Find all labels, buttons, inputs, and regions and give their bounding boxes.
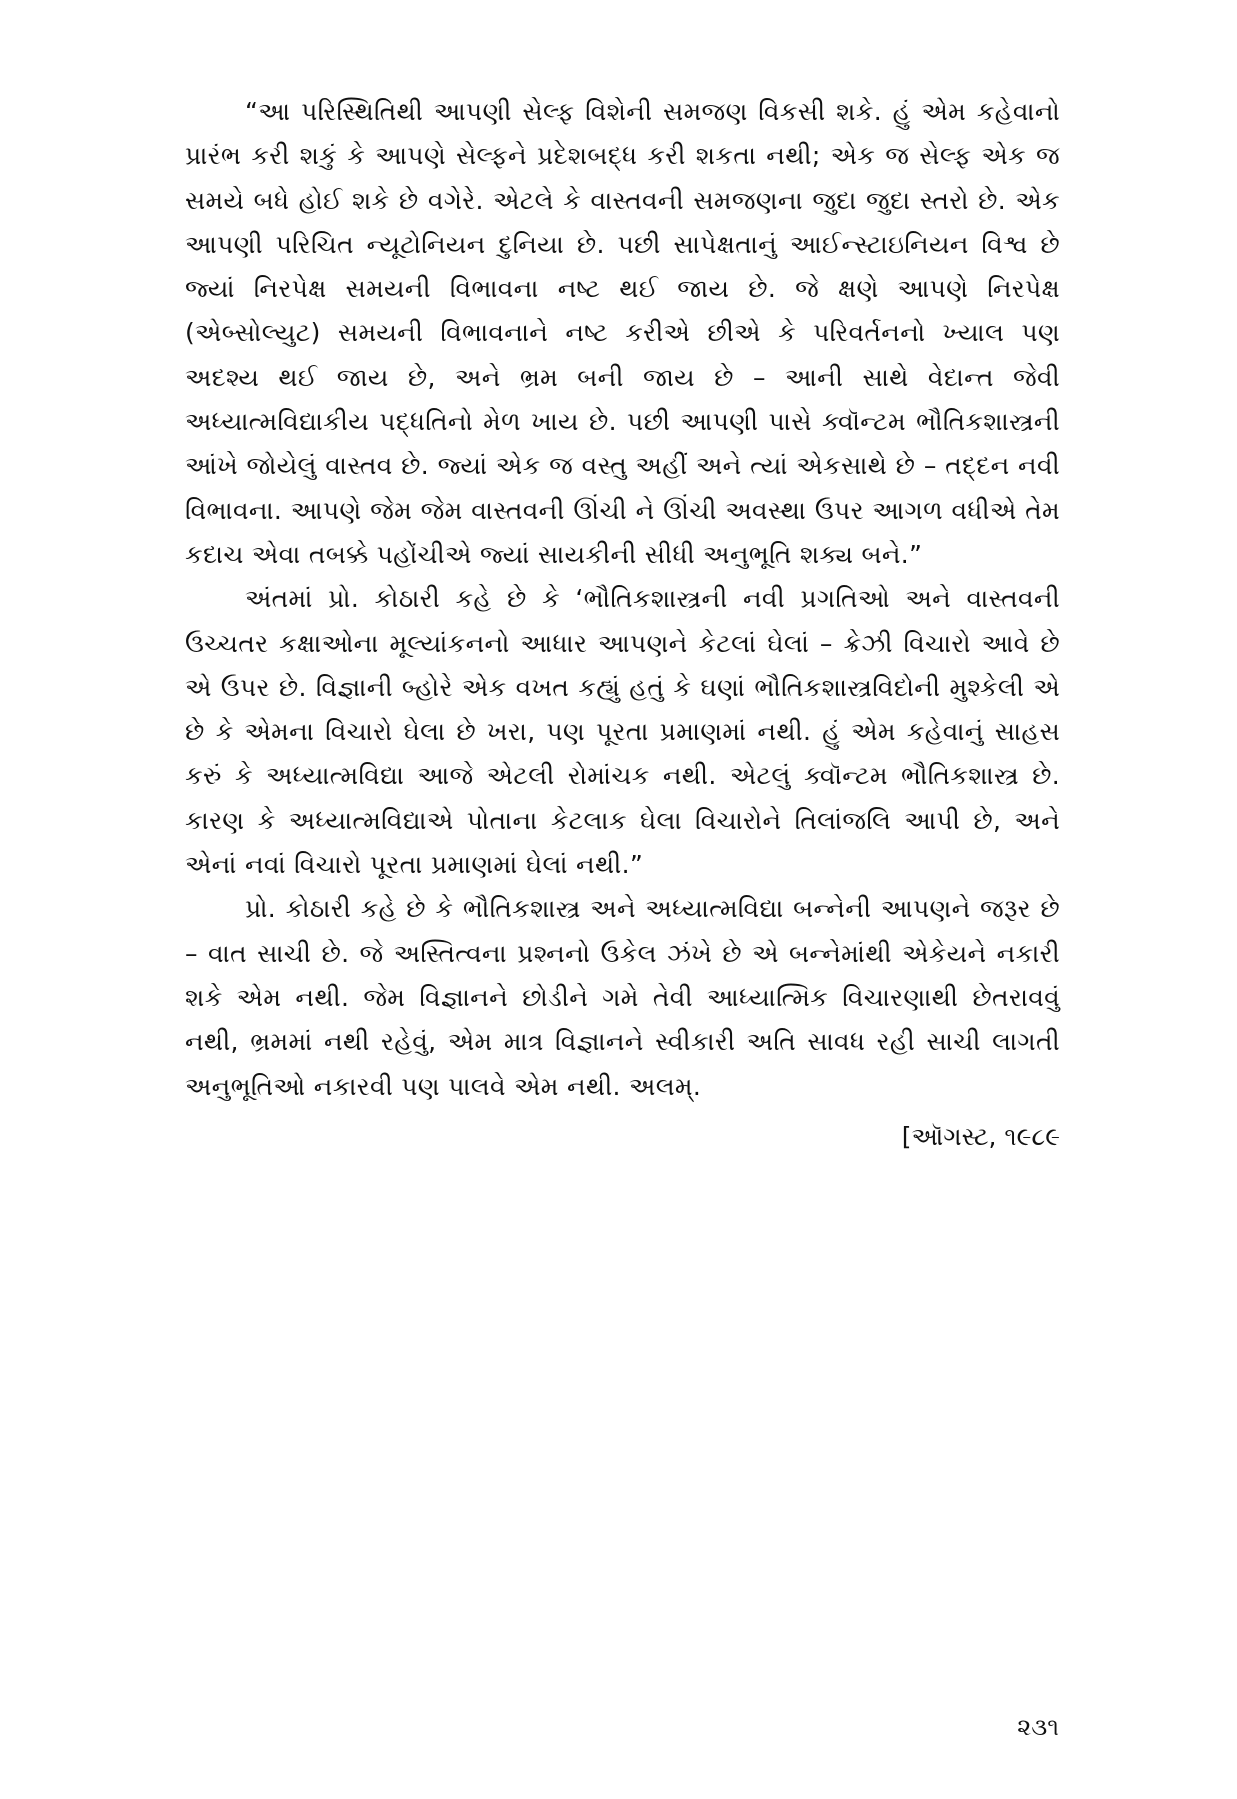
date-line: [ઑગસ્ટ, ૧૯૮૯ <box>901 1121 1060 1151</box>
page-number: ૨૩૧ <box>1017 1713 1059 1741</box>
page-body <box>185 90 1060 1159</box>
paragraph-2: અંતમાં પ્રો. કોઠારી કહે છે કે ‘ભૌતિકશાસ્ત્રની નવી પ્રગતિઓ અને વાસ્તવની ઉચ્ચતર કક્ષાઓના મૂલ્યાંકનનો આધાર આપણને કેટલાં ઘેલાં – ક્રેઝી વિચારો આવે છે એ ઉપર છે. વિજ્ઞાની બ્હોરે એક વખત કહ્યું હતું કે ઘણાં ભૌતિકશાસ્ત્રવિદોની મુશ્કેલી એ છે કે એમના વિચારો ઘેલા છે ખરા, પણ પૂરતા પ્રમાણમાં નથી. હું એમ કહેવાનું સાહસ કરું કે અધ્યાત્મવિદ્યા આજે એટલી રોમાંચક નથી. એટલું ક્વૉન્ટમ ભૌતિકશાસ્ત્ર છે. કારણ કે અધ્યાત્મવિદ્યાએ પોતાના કેટલાક ઘેલા વિચારોને તિલાંજલિ આપી છે, અને એનાં નવાં વિચારો પૂરતા પ્રમાણમાં ઘેલાં નથી.” <box>185 584 1060 880</box>
paragraph-1: “આ પરિસ્થિતિથી આપણી સેલ્ફ વિશેની સમજણ વિકસી શકે. હું એમ કહેવાનો પ્રારંભ કરી શકું કે આપણે સેલ્ફને પ્રદેશબદ્ધ કરી શકતા નથી; એક જ સેલ્ફ એક જ સમયે બધે હોઈ શકે છે વગેરે. એટલે કે વાસ્તવની સમજણના જુદા જુદા સ્તરો છે. એક આપણી પરિચિત ન્યૂટોનિયન દુનિયા છે. પછી સાપેક્ષતાનું આઈન્સ્ટાઇનિયન વિશ્વ છે જ્યાં નિરપેક્ષ સમયની વિભાવના નષ્ટ થઈ જાય છે. જે ક્ષણે આપણે નિરપેક્ષ (એબ્સોલ્યુટ) સમયની વિભાવનાને નષ્ટ કરીએ છીએ કે પરિવર્તનનો ખ્યાલ પણ અદશ્ય થઈ જાય છે, અને ભ્રમ બની જાય છે – આની સાથે વેદાન્ત જેવી અધ્યાત્મવિદ્યાકીય પદ્ધતિનો મેળ ખાય છે. પછી આપણી પાસે ક્વૉન્ટમ ભૌતિકશાસ્ત્રની આંખે જોયેલું વાસ્તવ છે. જ્યાં એક જ વસ્તુ અહીં અને ત્યાં એકસાથે છે – તદ્દન નવી વિભાવના. આપણે જેમ જેમ વાસ્તવની ઊંચી ને ઊંચી અવસ્થા ઉપર આગળ વધીએ તેમ કદાચ એવા તબક્કે પહોંચીએ જ્યાં સાયકીની સીધી અનુભૂતિ શક્ય બને.” <box>185 97 1060 569</box>
paragraph-3: પ્રો. કોઠારી કહે છે કે ભૌતિકશાસ્ત્ર અને અધ્યાત્મવિદ્યા બન્નેની આપણને જરૂર છે – વાત સાચી છે. જે અસ્તિત્વના પ્રશ્નનો ઉકેલ ઝંખે છે એ બન્નેમાંથી એકેયને નકારી શકે એમ નથી. જેમ વિજ્ઞાનને છોડીને ગમે તેવી આધ્યાત્મિક વિચારણાથી છેતરાવવું નથી, ભ્રમમાં નથી રહેવું, એમ માત્ર વિજ્ઞાનને સ્વીકારી અતિ સાવધ રહી સાચી લાગતી અનુભૂતિઓ નકારવી પણ પાલવે એમ નથી. અલમ્. <box>185 894 1060 1101</box>
